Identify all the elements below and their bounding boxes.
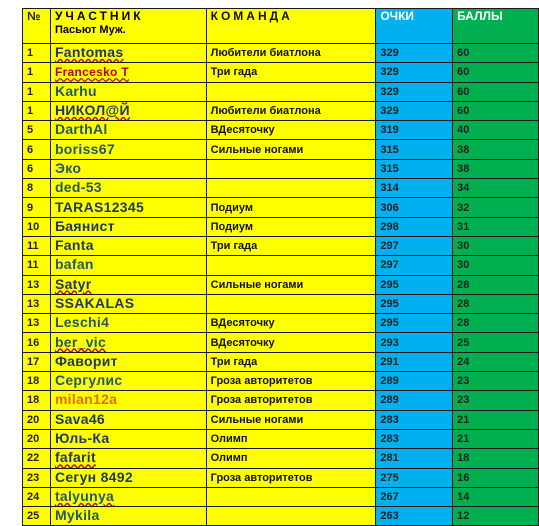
score-cell: 21 [453, 410, 539, 429]
points-cell: 298 [376, 217, 453, 236]
participant-cell [50, 179, 206, 198]
table-row [23, 217, 539, 236]
rank-cell: 1 [23, 101, 51, 120]
participant-name: Satyr [54, 275, 92, 292]
score-cell: 40 [453, 121, 539, 140]
participant-cell [50, 82, 206, 101]
score-cell: 60 [453, 82, 539, 101]
points-cell: 283 [376, 429, 453, 448]
participant-cell [50, 275, 206, 294]
points-cell: 295 [376, 275, 453, 294]
header-rank: № [23, 9, 51, 44]
participant-name: Юль-Ка [54, 430, 110, 447]
score-cell: 31 [453, 217, 539, 236]
participant-name: milan12a [54, 391, 118, 408]
points-cell: 319 [376, 121, 453, 140]
participant-cell [50, 507, 206, 526]
team-cell [206, 487, 376, 506]
team-cell: Гроза авторитетов [206, 372, 376, 391]
participant-name: TARAS12345 [54, 198, 145, 215]
participant-cell [50, 44, 206, 63]
participant-name: Mykila [54, 507, 100, 524]
team-cell: ВДесяточку [206, 314, 376, 333]
points-cell: 315 [376, 159, 453, 178]
points-cell: 295 [376, 294, 453, 313]
score-cell: 16 [453, 468, 539, 487]
rank-cell: 9 [23, 198, 51, 217]
participant-cell [50, 333, 206, 352]
points-cell: 297 [376, 236, 453, 255]
team-cell [206, 179, 376, 198]
rank-cell: 8 [23, 179, 51, 198]
participant-cell [50, 159, 206, 178]
participant-cell [50, 410, 206, 429]
rank-cell: 13 [23, 294, 51, 313]
header-points: ОЧКИ [376, 9, 453, 44]
score-cell: 28 [453, 275, 539, 294]
header-team: КОМАНДА [206, 9, 376, 44]
participant-name: Fanta [54, 237, 94, 254]
table-row [23, 333, 539, 352]
table-row [23, 63, 539, 82]
table-row [23, 372, 539, 391]
rank-cell: 13 [23, 314, 51, 333]
participant-cell [50, 236, 206, 255]
table-row [23, 314, 539, 333]
score-cell: 34 [453, 179, 539, 198]
participant-cell [50, 294, 206, 313]
points-cell: 281 [376, 449, 453, 468]
rank-cell: 11 [23, 256, 51, 275]
rank-cell: 16 [23, 333, 51, 352]
team-cell: Подиум [206, 217, 376, 236]
score-cell: 18 [453, 449, 539, 468]
rank-cell: 25 [23, 507, 51, 526]
table-row [23, 275, 539, 294]
rank-cell: 11 [23, 236, 51, 255]
participant-name: bafan [54, 256, 94, 273]
table-row [23, 44, 539, 63]
participant-name: fafarit [54, 449, 96, 466]
table-row [23, 410, 539, 429]
participant-cell [50, 101, 206, 120]
points-cell: 293 [376, 333, 453, 352]
header-participant-label: УЧАСТНИК [54, 9, 144, 23]
table-body [23, 44, 539, 526]
team-cell [206, 507, 376, 526]
table-row [23, 159, 539, 178]
points-cell: 329 [376, 44, 453, 63]
table-row [23, 82, 539, 101]
participant-cell [50, 217, 206, 236]
score-cell: 38 [453, 140, 539, 159]
participant-name: ded-53 [54, 179, 102, 196]
table-row [23, 256, 539, 275]
table-row [23, 198, 539, 217]
header-row [23, 9, 539, 44]
points-cell: 329 [376, 82, 453, 101]
participant-cell [50, 256, 206, 275]
participant-cell [50, 468, 206, 487]
rank-cell: 1 [23, 82, 51, 101]
participant-name: Баянист [54, 217, 115, 234]
table-row [23, 140, 539, 159]
team-cell: Любители биатлона [206, 101, 376, 120]
team-cell: Гроза авторитетов [206, 391, 376, 410]
table-row [23, 121, 539, 140]
table-row [23, 449, 539, 468]
header-score: БАЛЛЫ [453, 9, 539, 44]
rank-cell: 18 [23, 372, 51, 391]
participant-name: Leschi4 [54, 314, 110, 331]
points-cell: 315 [376, 140, 453, 159]
team-cell: Три гада [206, 236, 376, 255]
score-cell: 25 [453, 333, 539, 352]
participant-name: DarthAl [54, 121, 108, 138]
rank-cell: 23 [23, 468, 51, 487]
table-row [23, 468, 539, 487]
header-participant [50, 9, 206, 44]
points-cell: 329 [376, 63, 453, 82]
table-header [23, 9, 539, 44]
score-cell: 32 [453, 198, 539, 217]
points-cell: 289 [376, 372, 453, 391]
participant-cell [50, 352, 206, 371]
participant-cell [50, 121, 206, 140]
participant-name: Сергулис [54, 372, 123, 389]
score-cell: 60 [453, 101, 539, 120]
team-cell: Три гада [206, 352, 376, 371]
table-row [23, 294, 539, 313]
score-cell: 60 [453, 44, 539, 63]
team-cell: ВДесяточку [206, 333, 376, 352]
team-cell: Олимп [206, 449, 376, 468]
team-cell [206, 256, 376, 275]
score-cell: 21 [453, 429, 539, 448]
rank-cell: 1 [23, 63, 51, 82]
participant-cell [50, 314, 206, 333]
rank-cell: 5 [23, 121, 51, 140]
points-cell: 295 [376, 314, 453, 333]
rank-cell: 22 [23, 449, 51, 468]
points-cell: 329 [376, 101, 453, 120]
rank-cell: 18 [23, 391, 51, 410]
participant-cell [50, 449, 206, 468]
participant-name: Fantomas [54, 44, 124, 61]
team-cell: Олимп [206, 429, 376, 448]
team-cell: ВДесяточку [206, 121, 376, 140]
score-cell: 24 [453, 352, 539, 371]
team-cell: Подиум [206, 198, 376, 217]
points-cell: 291 [376, 352, 453, 371]
team-cell: Сильные ногами [206, 140, 376, 159]
score-cell: 30 [453, 256, 539, 275]
rank-cell: 20 [23, 410, 51, 429]
points-cell: 289 [376, 391, 453, 410]
rank-cell: 24 [23, 487, 51, 506]
participant-cell [50, 198, 206, 217]
points-cell: 283 [376, 410, 453, 429]
points-cell: 267 [376, 487, 453, 506]
table-row [23, 236, 539, 255]
participant-cell [50, 372, 206, 391]
score-cell: 28 [453, 314, 539, 333]
points-cell: 314 [376, 179, 453, 198]
table-row [23, 507, 539, 526]
participant-name: Francesko T [54, 65, 129, 80]
points-cell: 263 [376, 507, 453, 526]
score-cell: 28 [453, 294, 539, 313]
participant-name: Фаворит [54, 352, 118, 369]
rank-cell: 20 [23, 429, 51, 448]
table-row [23, 429, 539, 448]
score-cell: 12 [453, 507, 539, 526]
participant-cell [50, 429, 206, 448]
participant-name: Сегун 8492 [54, 468, 133, 485]
rank-cell: 17 [23, 352, 51, 371]
score-cell: 23 [453, 391, 539, 410]
team-cell: Любители биатлона [206, 44, 376, 63]
participant-cell [50, 487, 206, 506]
participant-name: Karhu [54, 82, 97, 99]
score-cell: 38 [453, 159, 539, 178]
team-cell: Сильные ногами [206, 275, 376, 294]
participant-cell [50, 140, 206, 159]
participant-name: SSAKALAS [54, 295, 135, 311]
score-cell: 23 [453, 372, 539, 391]
participant-cell [50, 63, 206, 82]
team-cell [206, 294, 376, 313]
score-cell: 30 [453, 236, 539, 255]
table-row [23, 487, 539, 506]
rank-cell: 6 [23, 159, 51, 178]
participant-cell [50, 391, 206, 410]
team-cell: Гроза авторитетов [206, 468, 376, 487]
participant-name: ber_vic [54, 333, 107, 350]
participant-name: НИКОЛ@Й [54, 102, 130, 119]
points-cell: 306 [376, 198, 453, 217]
score-cell: 60 [453, 63, 539, 82]
table-row [23, 179, 539, 198]
team-cell: Сильные ногами [206, 410, 376, 429]
table-row [23, 352, 539, 371]
rank-cell: 1 [23, 44, 51, 63]
table-row [23, 391, 539, 410]
participant-name: talyunya [54, 487, 115, 504]
team-cell [206, 159, 376, 178]
team-cell [206, 82, 376, 101]
participant-name: Эко [54, 159, 82, 176]
rank-cell: 6 [23, 140, 51, 159]
rank-cell: 10 [23, 217, 51, 236]
rank-cell: 13 [23, 275, 51, 294]
participant-name: Sava46 [54, 410, 106, 427]
participant-name: boriss67 [54, 140, 115, 157]
points-cell: 275 [376, 468, 453, 487]
table-row [23, 101, 539, 120]
header-participant-subtitle: Пасьют Муж. [54, 24, 126, 36]
score-cell: 14 [453, 487, 539, 506]
points-cell: 297 [376, 256, 453, 275]
team-cell: Три гада [206, 63, 376, 82]
results-table [22, 8, 539, 526]
